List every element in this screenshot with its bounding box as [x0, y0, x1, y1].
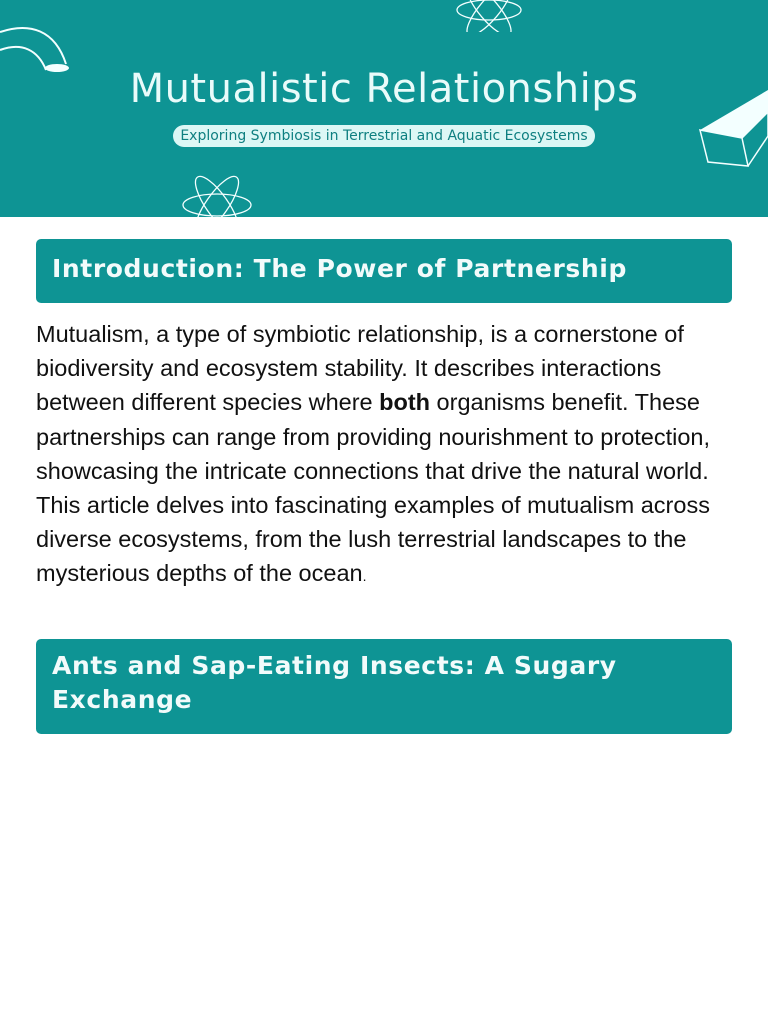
intro-text-bold: both [379, 389, 431, 416]
page-header [0, 0, 768, 217]
intro-paragraph [36, 317, 736, 594]
intro-text-end: . [362, 568, 367, 585]
section-heading-ants: Ants and Sap-Eating Insects: A Sugary Exchange [36, 639, 732, 734]
page-title: Mutualistic Relationships [129, 66, 639, 112]
section-heading-introduction: Introduction: The Power of Partnership [36, 239, 732, 303]
atom-icon [452, 0, 526, 32]
intro-text-part2: organisms benefit. These partnerships can range from providing nourishment to protection, showcasing the intricate connections that drive the natural world. This article delves into fascinating examples of mutualism across diverse ecosystems, from the lush terrestrial landscapes to the mysterious depths of the ocean [36, 389, 711, 587]
intro-text-part1: Mutualism, a type of symbiotic relationship, is a cornerstone of biodiversity and ecosystem stability. It describes interactions between different species where [36, 321, 684, 416]
atom-icon [178, 175, 256, 217]
page-subtitle: Exploring Symbiosis in Terrestrial and Aquatic Ecosystems [173, 125, 594, 147]
